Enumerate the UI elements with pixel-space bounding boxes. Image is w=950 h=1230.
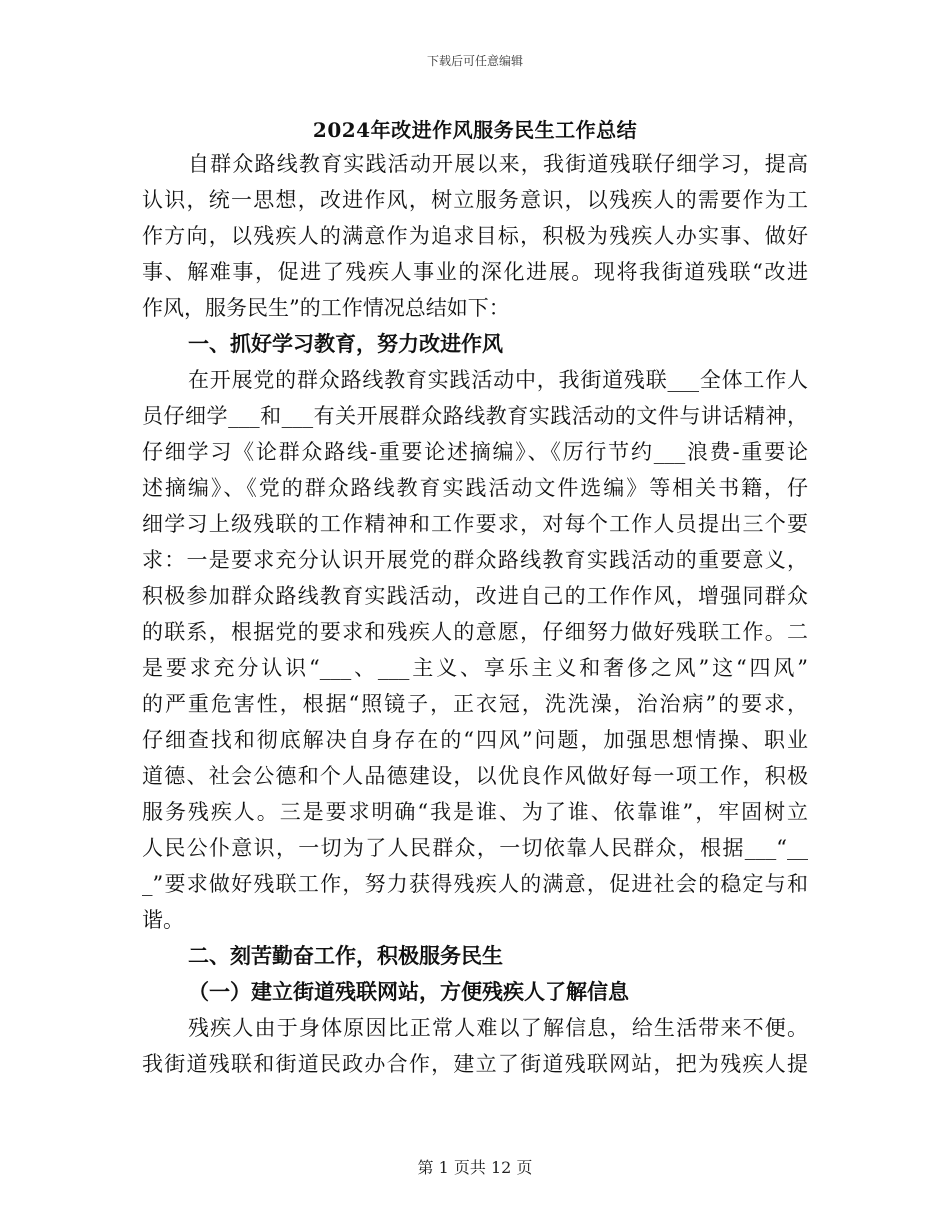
- paragraph-line: 的联系，根据党的要求和残疾人的意愿，仔细努力做好残联工作。二: [142, 620, 808, 644]
- paragraph-line: 的严重危害性，根据“照镜子，正衣冠，洗洗澡，治治病”的要求，: [142, 692, 808, 716]
- section-heading: 一、抓好学习教育，努力改进作风: [188, 331, 503, 356]
- paragraph-line: 作风，服务民生”的工作情况总结如下：: [142, 296, 510, 320]
- paragraph-line: 服务残疾人。三是要求明确“我是谁、为了谁、依靠谁”，牢固树立: [142, 800, 808, 824]
- paragraph-line: 认识，统一思想，改进作风，树立服务意识，以残疾人的需要作为工: [142, 188, 808, 212]
- paragraph-line: 是要求充分认识“___、___主义、享乐主义和奢侈之风”这“四风”: [142, 656, 808, 680]
- document-title: 2024年改进作风服务民生工作总结: [312, 118, 638, 142]
- paragraph-line: 人民公仆意识，一切为了人民群众，一切依靠人民群众，根据___“__: [142, 836, 808, 860]
- paragraph-line: 作方向，以残疾人的满意作为追求目标，积极为残疾人办实事、做好: [142, 224, 808, 248]
- paragraph-line: 述摘编》、《党的群众路线教育实践活动文件选编》等相关书籍，仔: [142, 476, 808, 500]
- paragraph-line: 员仔细学___和___有关开展群众路线教育实践活动的文件与讲话精神，: [142, 404, 808, 428]
- paragraph-line: 在开展党的群众路线教育实践活动中，我街道残联___全体工作人: [188, 368, 808, 392]
- paragraph-line: 残疾人由于身体原因比正常人难以了解信息，给生活带来不便。: [188, 1016, 808, 1040]
- paragraph-line: 事、解难事，促进了残疾人事业的深化进展。现将我街道残联“改进: [142, 260, 808, 284]
- paragraph-line: 自群众路线教育实践活动开展以来，我街道残联仔细学习，提高: [188, 152, 808, 176]
- section-heading: 二、刻苦勤奋工作，积极服务民生: [188, 943, 503, 968]
- document-body: [142, 146, 808, 1082]
- paragraph-line: 我街道残联和街道民政办合作，建立了街道残联网站，把为残疾人提: [142, 1052, 808, 1076]
- header-note: 下载后可任意编辑: [426, 54, 523, 68]
- section-heading: （一）建立街道残联网站，方便残疾人了解信息: [188, 979, 629, 1004]
- paragraph-line: 谐。: [142, 908, 184, 932]
- page-footer: 第 1 页共 12 页: [417, 1158, 533, 1177]
- paragraph-line: 细学习上级残联的工作精神和工作要求，对每个工作人员提出三个要: [142, 512, 808, 536]
- paragraph-line: _”要求做好残联工作，努力获得残疾人的满意，促进社会的稳定与和: [142, 872, 808, 896]
- paragraph-line: 求：一是要求充分认识开展党的群众路线教育实践活动的重要意义，: [142, 548, 808, 572]
- paragraph-line: 仔细学习《论群众路线-重要论述摘编》、《厉行节约___浪费-重要论: [142, 440, 808, 464]
- paragraph-line: 积极参加群众路线教育实践活动，改进自己的工作作风，增强同群众: [142, 584, 808, 608]
- paragraph-line: 仔细查找和彻底解决自身存在的“四风”问题，加强思想情操、职业: [142, 728, 808, 752]
- paragraph-line: 道德、社会公德和个人品德建设，以优良作风做好每一项工作，积极: [142, 764, 808, 788]
